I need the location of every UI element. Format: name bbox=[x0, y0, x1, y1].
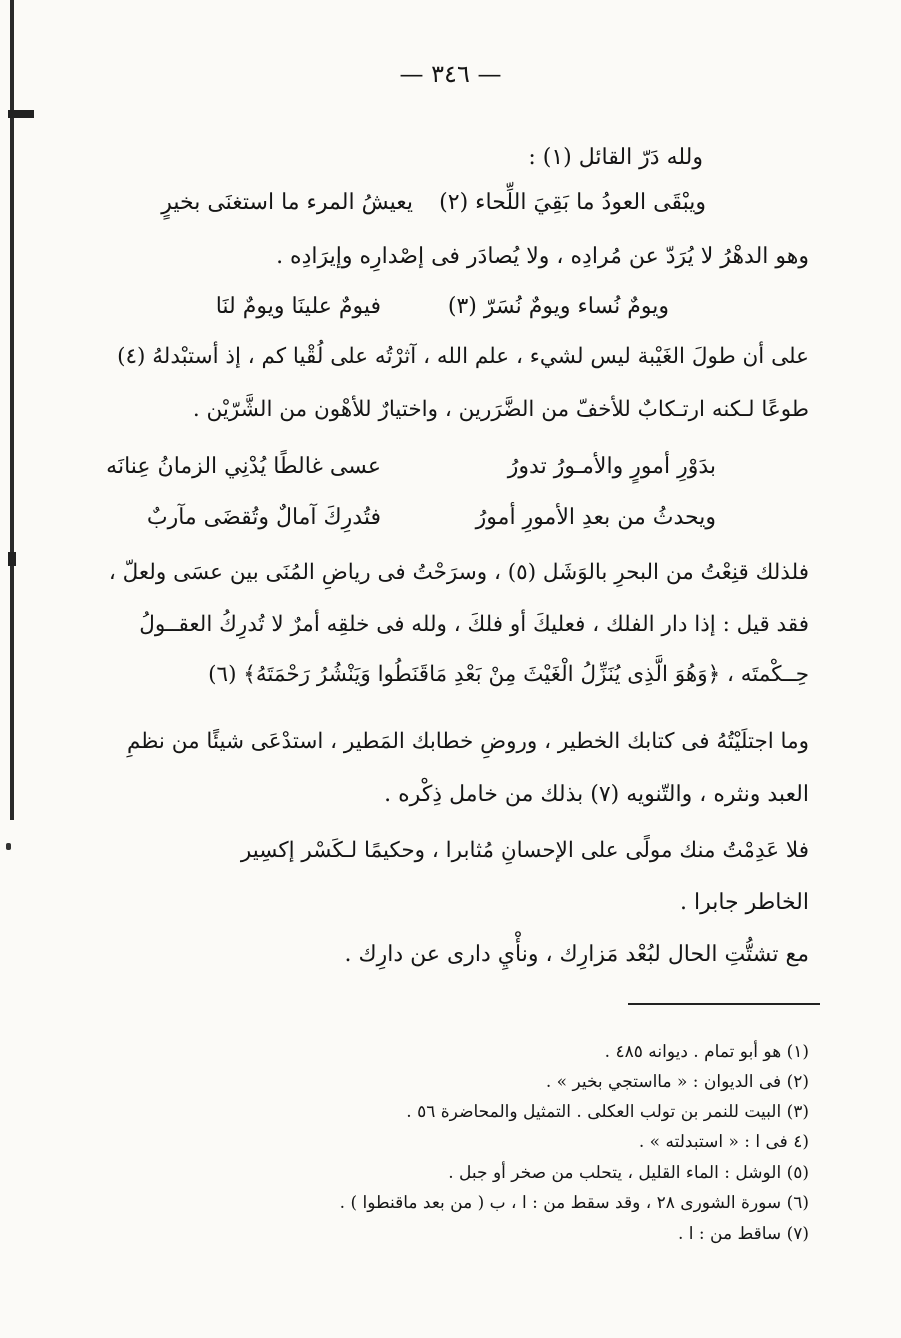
page-number: — ٣٤٦ — bbox=[399, 60, 502, 88]
footnote-divider bbox=[628, 1003, 820, 1005]
verse-4-first-hemistich: فتُدرِكَ آمالٌ وتُقضَى مآربٌ bbox=[146, 505, 381, 530]
binding-mark bbox=[8, 110, 34, 118]
intro-line: ولله دَرّ القائل (١) : bbox=[528, 145, 703, 170]
body-line: طوعًا لـكنه ارتـكابٌ للأخفّ من الضَّرَرين ، واختيارٌ للأهْون من الشَّرّيْن . bbox=[192, 397, 809, 422]
quran-quote-line: حِــكْمتَه ، ﴿وَهُوَ الَّذِى يُنَزِّلُ الْغَيْثَ مِنْ بَعْدِ مَاقَنَطُوا وَيَنْشُرُ رَحْمَتَهُ﴾ (٦) bbox=[208, 662, 809, 687]
verse-1-second-hemistich: ويبْقَى العودُ ما بَقِيَ اللِّحاء (٢) bbox=[439, 190, 706, 215]
verse-3-first-hemistich: عسى غالطًا يُدْنِي الزمانُ عِنانَه bbox=[106, 454, 381, 479]
body-line: وما اجتلَيْتُهُ فى كتابك الخطير ، وروضِ خطابك المَطير ، استدْعَى شيئًا من نظمِ bbox=[126, 729, 809, 754]
scan-speck bbox=[6, 843, 11, 850]
verse-1-first-hemistich: يعيشُ المرء ما استغنَى بخيرٍ bbox=[161, 190, 413, 215]
body-line: الخاطر جابرا . bbox=[679, 890, 809, 915]
footnote: (٧) ساقط من : ا . bbox=[677, 1224, 809, 1244]
footnote: (٤ فى ا : « استبدلته » . bbox=[638, 1132, 809, 1152]
footnote: (٦) سورة الشورى ٢٨ ، وقد سقط من : ا ، ب ( من بعد ماقنطوا ) . bbox=[339, 1193, 809, 1213]
body-line: العبد ونثره ، والتّنويه (٧) بذلك من خامل ذِكْره . bbox=[384, 782, 809, 807]
body-line: فقد قيل : إذا دار الفلك ، فعليكَ أو فلكَ ، ولله فى خلقِه أمرٌ لا تُدرِكُ العقــولُ bbox=[139, 612, 809, 637]
footnote: (٥) الوشل : الماء القليل ، يتحلب من صخر أو جبل . bbox=[448, 1163, 809, 1183]
binding-mark bbox=[8, 552, 16, 566]
body-line: على أن طولَ الغَيْبة ليس لشيء ، علم الله ، آثرْتُه على لُقْيا كم ، إذ أستبْدلهُ (٤) bbox=[117, 344, 809, 369]
verse-4-second-hemistich: ويحدثُ من بعدِ الأمورِ أمورُ bbox=[475, 505, 716, 530]
verse-2-second-hemistich: ويومٌ نُساء ويومٌ نُسَرّ (٣) bbox=[447, 294, 669, 319]
footnote: (١) هو أبو تمام . ديوانه ٤٨٥ . bbox=[604, 1042, 809, 1062]
page-binding-edge bbox=[10, 0, 14, 820]
footnote: (٢) فى الديوان : « مااستجي بخير » . bbox=[545, 1072, 809, 1092]
body-line: فلذلك قنِعْتُ من البحرِ بالوَشَل (٥) ، وسرَحْتُ فى رياضِ المُنَى بين عسَى ولعلّ ، bbox=[108, 560, 809, 585]
body-line: مع تشتُّتِ الحال لبُعْد مَزارِك ، ونأْيِ دارى عن دارِك . bbox=[344, 942, 809, 967]
body-line: وهو الدهْرُ لا يُرَدّ عن مُرادِه ، ولا يُصادَر فى إصْدارِه وإيرَادِه . bbox=[276, 244, 809, 269]
verse-3-second-hemistich: بدَوْرِ أمورٍ والأمـورُ تدورُ bbox=[507, 454, 716, 479]
verse-2-first-hemistich: فيومٌ علينَا ويومٌ لنَا bbox=[215, 294, 381, 319]
body-line: فلا عَدِمْتُ منك مولًى على الإحسانِ مُثابرا ، وحكيمًا لـكَسْر إكسِير bbox=[240, 838, 809, 863]
footnote: (٣) البيت للنمر بن تولب العكلى . التمثيل والمحاضرة ٥٦ . bbox=[406, 1102, 809, 1122]
